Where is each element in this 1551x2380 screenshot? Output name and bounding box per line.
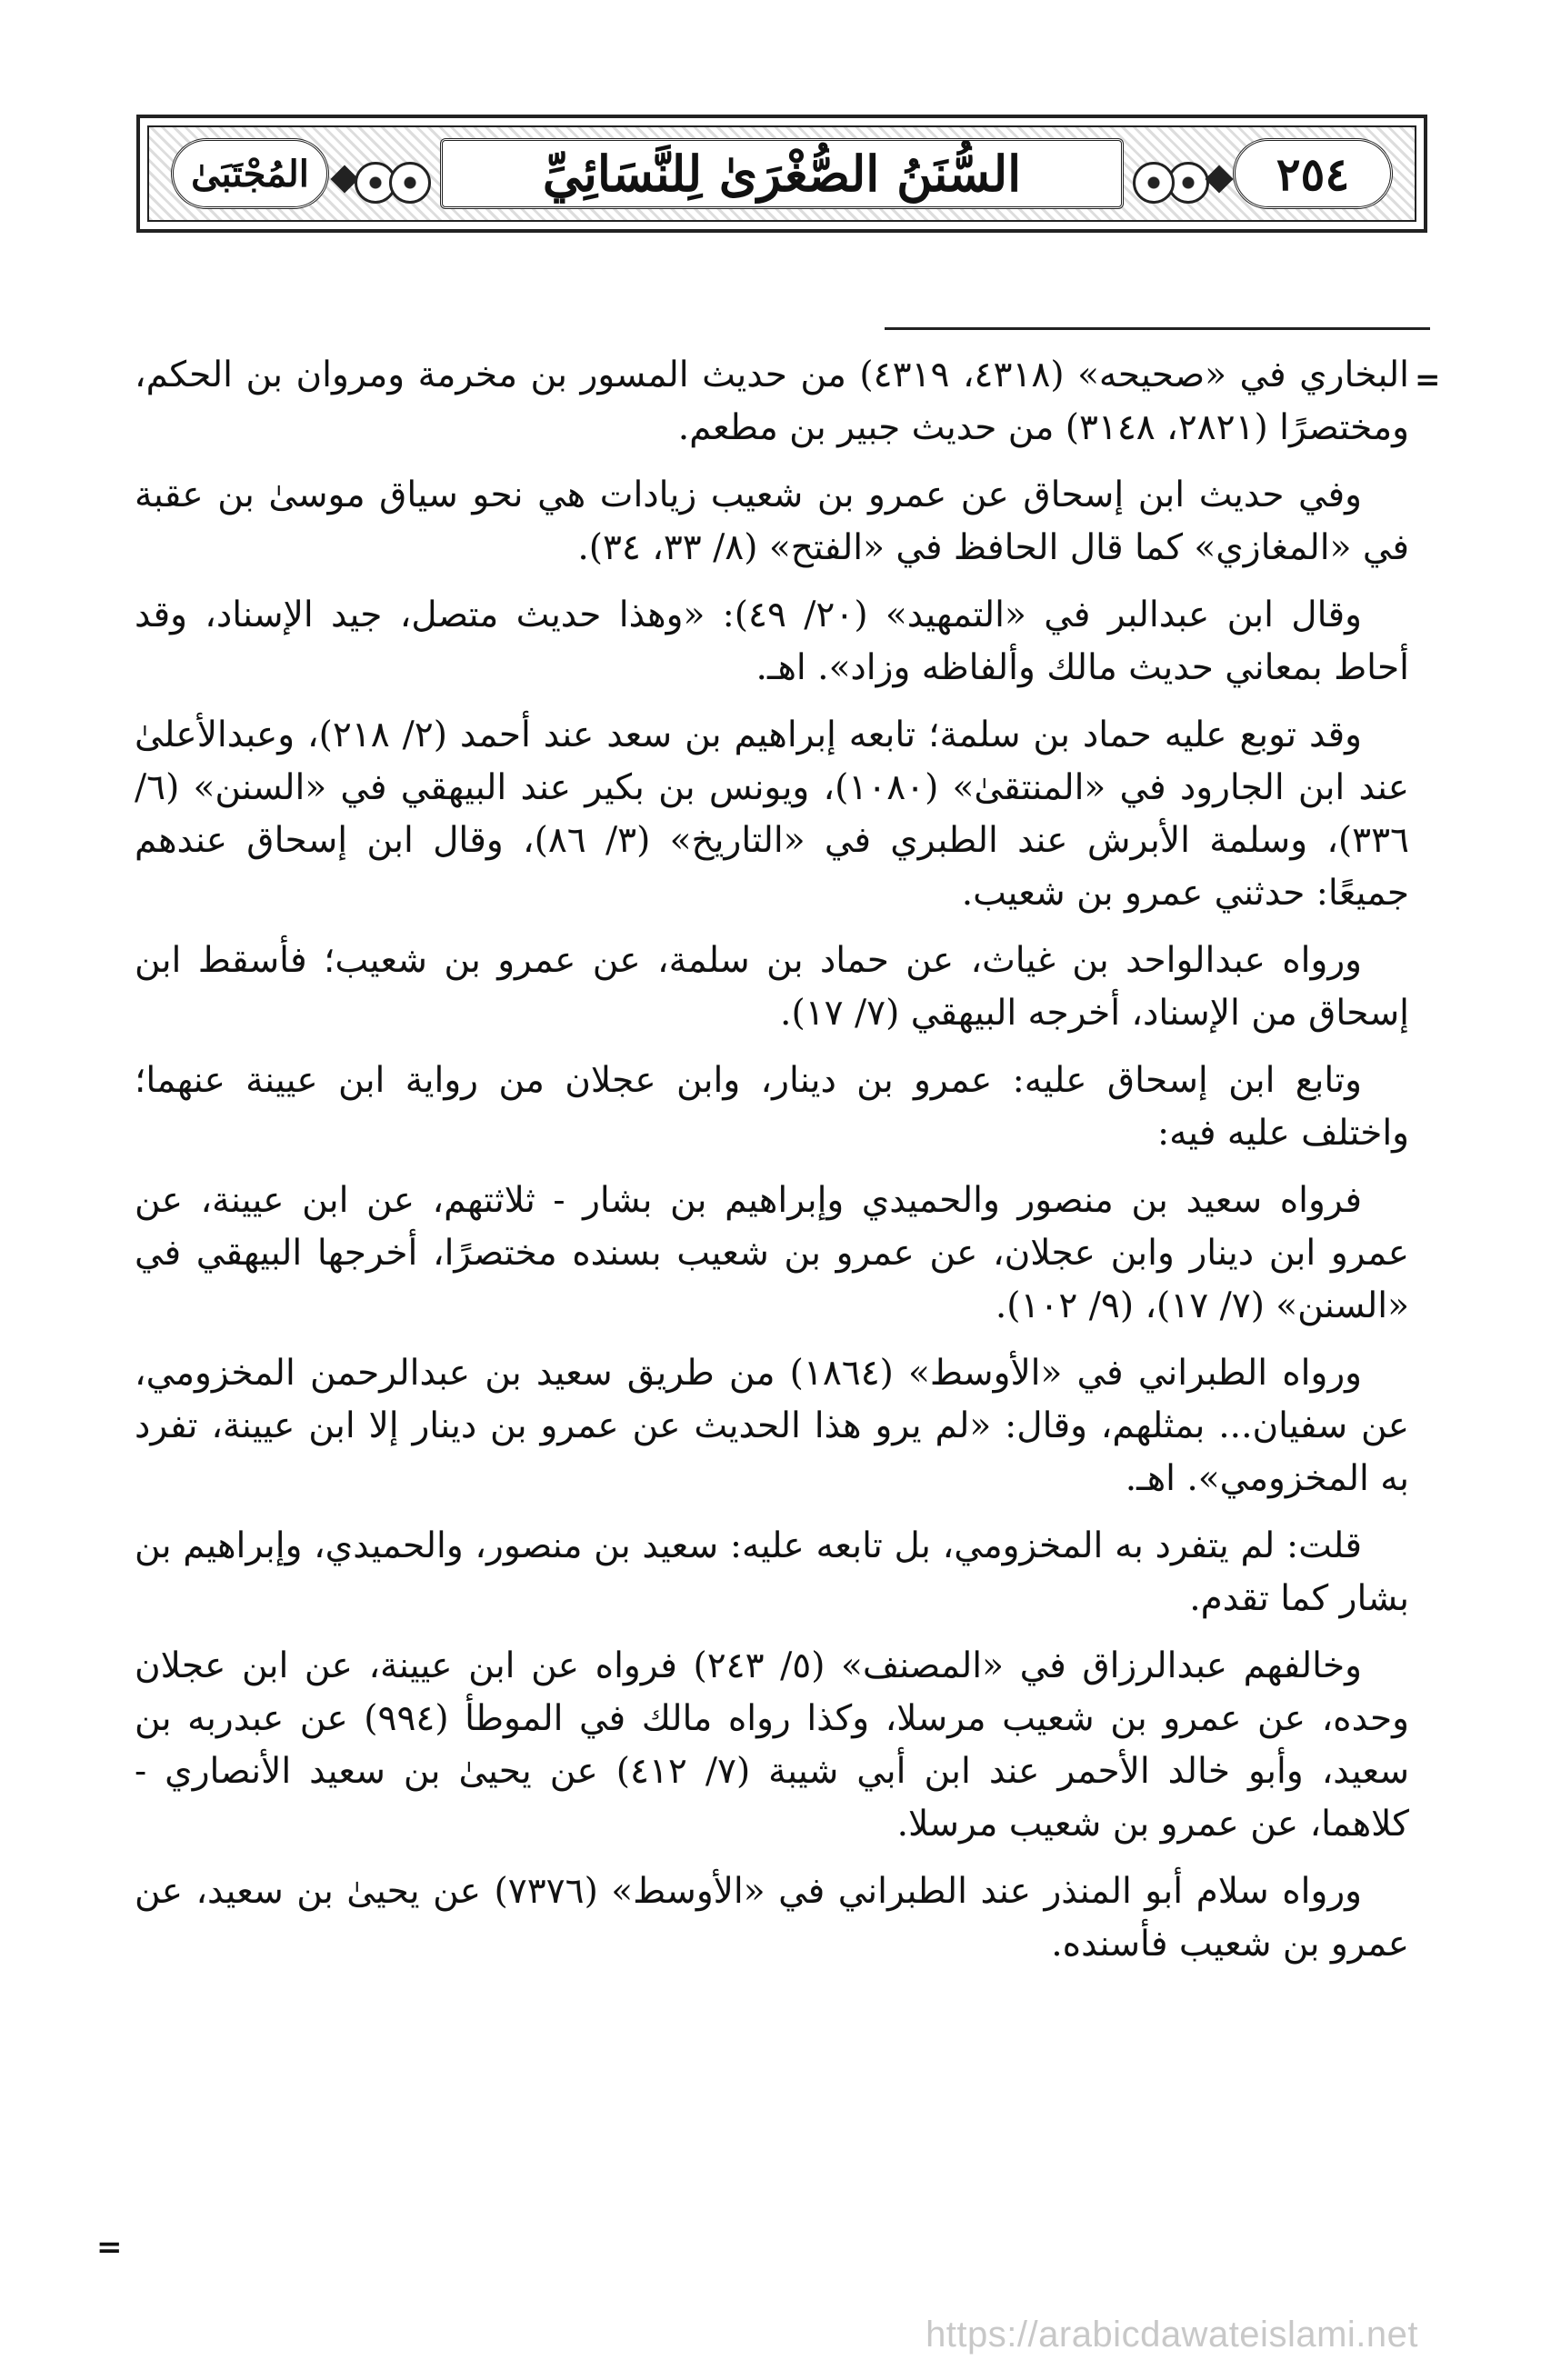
header-ornament-border bbox=[147, 125, 1416, 222]
footnote-paragraph: وتابع ابن إسحاق عليه: عمرو بن دينار، وابن عجلان من رواية ابن عيينة عنهما؛ واختلف عليه فيه: bbox=[135, 1060, 1409, 1154]
footnote-paragraph: وفي حديث ابن إسحاق عن عمرو بن شعيب زيادات هي نحو سياق موسىٰ بن عقبة في «المغازي» كما قال الحافظ في «الفتح» (٨/ ٣٣، ٣٤). bbox=[135, 475, 1409, 568]
footnote-paragraph: قلت: لم يتفرد به المخزومي، بل تابعه عليه: سعيد بن منصور، والحميدي، وإبراهيم بن بشار كما تقدم. bbox=[135, 1525, 1409, 1619]
series-title-cartouche bbox=[171, 138, 329, 209]
footnote-paragraph: وقد توبع عليه حماد بن سلمة؛ تابعه إبراهيم بن سعد عند أحمد (٢/ ٢١٨)، وعبدالأعلىٰ عند ابن الجارود في «المنتقىٰ» (١٠٨٠)، ويونس بن بكير عند البيهقي في «السنن» (٦/ ٣٣٦)، وسلمة الأبرش عند الطبري في «التاريخ» (٣/ ٨٦)، وقال ابن إسحاق عندهم جميعًا: حدثني عمرو بن شعيب. bbox=[135, 715, 1409, 914]
series-title: المُجْتَبَىٰ bbox=[191, 152, 309, 195]
ornament-diamond-icon bbox=[1205, 165, 1233, 193]
footnote-paragraph: ورواه عبدالواحد بن غياث، عن حماد بن سلمة، عن عمرو بن شعيب؛ فأسقط ابن إسحاق من الإسناد، أخرجه البيهقي (٧/ ١٧). bbox=[135, 940, 1409, 1034]
footnote-body bbox=[135, 349, 1409, 1985]
footnote-separator-rule bbox=[885, 327, 1430, 330]
footnote-paragraph: وخالفهم عبدالرزاق في «المصنف» (٥/ ٢٤٣) فرواه عن ابن عيينة، عن ابن عجلان وحده، عن عمرو بن شعيب مرسلا، وكذا رواه مالك في الموطأ (٩٩٤) عن عبدربه بن سعيد، وأبو خالد الأحمر عند ابن أبي شيبة (٧/ ٤١٢) عن يحيىٰ بن سعيد الأنصاري - كلاهما، عن عمرو بن شعيب مرسلا. bbox=[135, 1645, 1410, 1845]
book-title: السُّنَنُ الصُّغْرَىٰ لِلنَّسَائِيِّ bbox=[542, 145, 1022, 203]
page-header bbox=[136, 115, 1427, 233]
watermark-url: https://arabicdawateislami.net bbox=[926, 2315, 1418, 2355]
footnote-paragraph: فرواه سعيد بن منصور والحميدي وإبراهيم بن بشار - ثلاثتهم، عن ابن عيينة، عن عمرو ابن دينار وابن عجلان، عن عمرو بن شعيب بسنده مختصرًا، أخرجها البيهقي في «السنن» (٧/ ١٧)، (٩/ ١٠٢). bbox=[135, 1180, 1409, 1326]
page-number-cartouche bbox=[1233, 138, 1393, 209]
ornament-rosette-icon bbox=[389, 162, 431, 204]
footnote-paragraph: ورواه الطبراني في «الأوسط» (١٨٦٤) من طريق سعيد بن عبدالرحمن المخزومي، عن سفيان... بمثلهم، وقال: «لم يرو هذا الحديث عن عمرو بن دينار إلا ابن عيينة، تفرد به المخزومي». اهـ. bbox=[135, 1353, 1409, 1499]
continuation-mark: = bbox=[1415, 362, 1441, 398]
end-mark: = bbox=[96, 2229, 123, 2265]
ornament-rosette-icon bbox=[1133, 162, 1175, 204]
book-title-cartouche bbox=[440, 138, 1124, 209]
footnote-paragraph: وقال ابن عبدالبر في «التمهيد» (٢٠/ ٤٩): «وهذا حديث متصل، جيد الإسناد، وقد أحاط بمعاني حديث مالك وألفاظه وزاد». اهـ. bbox=[135, 595, 1409, 688]
footnote-paragraph: البخاري في «صحيحه» (٤٣١٨، ٤٣١٩) من حديث المسور بن مخرمة ومروان بن الحكم، ومختصرًا (٢٨٢١، ٣١٤٨) من حديث جبير بن مطعم. bbox=[135, 355, 1410, 448]
page-number: ٢٥٤ bbox=[1276, 146, 1350, 201]
footnote-paragraph: ورواه سلام أبو المنذر عند الطبراني في «الأوسط» (٧٣٧٦) عن يحيىٰ بن سعيد، عن عمرو بن شعيب فأسنده. bbox=[135, 1871, 1409, 1965]
